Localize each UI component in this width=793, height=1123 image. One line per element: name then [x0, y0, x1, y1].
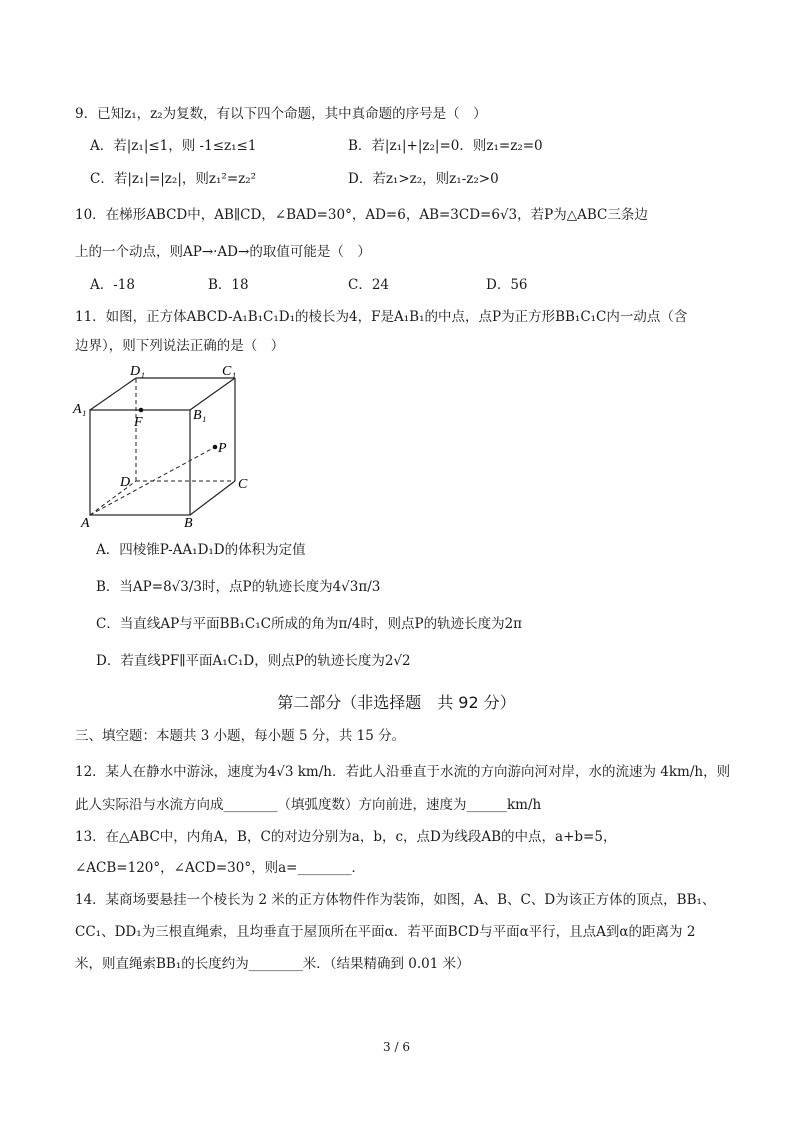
q10-line1: 10．在梯形ABCD中，AB∥CD，∠BAD=30°，AD=6，AB=3CD=6√3，若P为△ABC三条边 [75, 207, 648, 223]
q13-line1: 13．在△ABC中，内角A，B，C的对边分别为a，b，c，点D为线段AB的中点，a+b=5， [75, 829, 617, 845]
q14-line2: CC₁、DD₁为三根直绳索，且均垂直于屋顶所在平面α．若平面BCD与平面α平行，且点A到α的距离为 2 [75, 924, 696, 940]
q14-line1: 14．某商场要悬挂一个棱长为 2 米的正方体物件作为装饰，如图，A、B、C、D为该正方体的顶点，BB₁、 [75, 892, 716, 908]
q9-option-b: B．若|z₁|+|z₂|=0．则z₁=z₂=0 [348, 138, 543, 154]
q11-line1: 11．如图，正方体ABCD-A₁B₁C₁D₁的棱长为4，F是A₁B₁的中点，点P为正方形BB₁C₁C内一动点（含 [75, 309, 688, 325]
page-number: 3 / 6 [383, 1040, 410, 1054]
q11-option-b: B．当AP=8√3/3时，点P的轨迹长度为4√3π/3 [96, 579, 381, 595]
q11-option-d: D．若直线PF∥平面A₁C₁D，则点P的轨迹长度为2√2 [96, 653, 411, 669]
edge-b-c [190, 481, 235, 515]
q9-option-c: C．若|z₁|=|z₂|，则z₁²=z₂² [90, 171, 257, 187]
label-f: F [134, 415, 143, 430]
label-d: D [120, 475, 131, 490]
q9-stem: 9．已知z₁，z₂为复数，有以下四个命题，其中真命题的序号是（ ） [75, 106, 487, 122]
label-c1: C₁ [222, 364, 237, 379]
q11-option-a: A．四棱锥P-AA₁D₁D的体积为定值 [96, 542, 306, 558]
cube-figure [70, 362, 260, 530]
label-d1: D₁ [130, 364, 145, 379]
q14-line3: 米，则直绳索BB₁的长度约为________米．（结果精确到 0.01 米） [75, 956, 470, 972]
q11-option-c: C．当直线AP与平面BB₁C₁C所成的角为π/4时，则点P的轨迹长度为2π [96, 616, 523, 632]
q9-option-a: A．若|z₁|≤1，则 -1≤z₁≤1 [90, 138, 257, 154]
edge-a1-d1 [90, 378, 136, 410]
q10-option-b: B．18 [208, 277, 249, 293]
label-b1: B₁ [193, 408, 207, 423]
label-p: P [218, 441, 227, 456]
segment-a-p [90, 447, 215, 515]
section3-heading: 三、填空题：本题共 3 小题，每小题 5 分，共 15 分。 [75, 728, 406, 744]
q13-line2: ∠ACB=120°，∠ACD=30°，则a=________． [75, 860, 365, 876]
label-c: C [238, 477, 248, 492]
q10-option-a: A．-18 [90, 277, 135, 293]
point-p [213, 445, 218, 450]
label-a1: A₁ [73, 402, 87, 417]
q10-option-d: D．56 [486, 277, 528, 293]
q12-line1: 12．某人在静水中游泳，速度为4√3 km/h．若此人沿垂直于水流的方向游向河对岸，水的流速为 4km/h，则 [75, 764, 731, 780]
q11-line2: 边界），则下列说法正确的是（ ） [75, 338, 285, 354]
q10-line2: 上的一个动点，则AP→·AD→的取值可能是（ ） [75, 244, 371, 260]
label-a: A [81, 516, 90, 530]
edge-b1-c1 [190, 378, 235, 410]
q9-option-d: D．若z₁>z₂，则z₁-z₂>0 [348, 171, 499, 187]
q10-option-c: C．24 [348, 277, 390, 293]
point-f [139, 408, 144, 413]
part2-heading: 第二部分（非选择题 共 92 分） [277, 693, 516, 712]
label-b: B [184, 516, 193, 530]
q12-line2: 此人实际沿与水流方向成________（填弧度数）方向前进，速度为______km/h [75, 797, 542, 813]
